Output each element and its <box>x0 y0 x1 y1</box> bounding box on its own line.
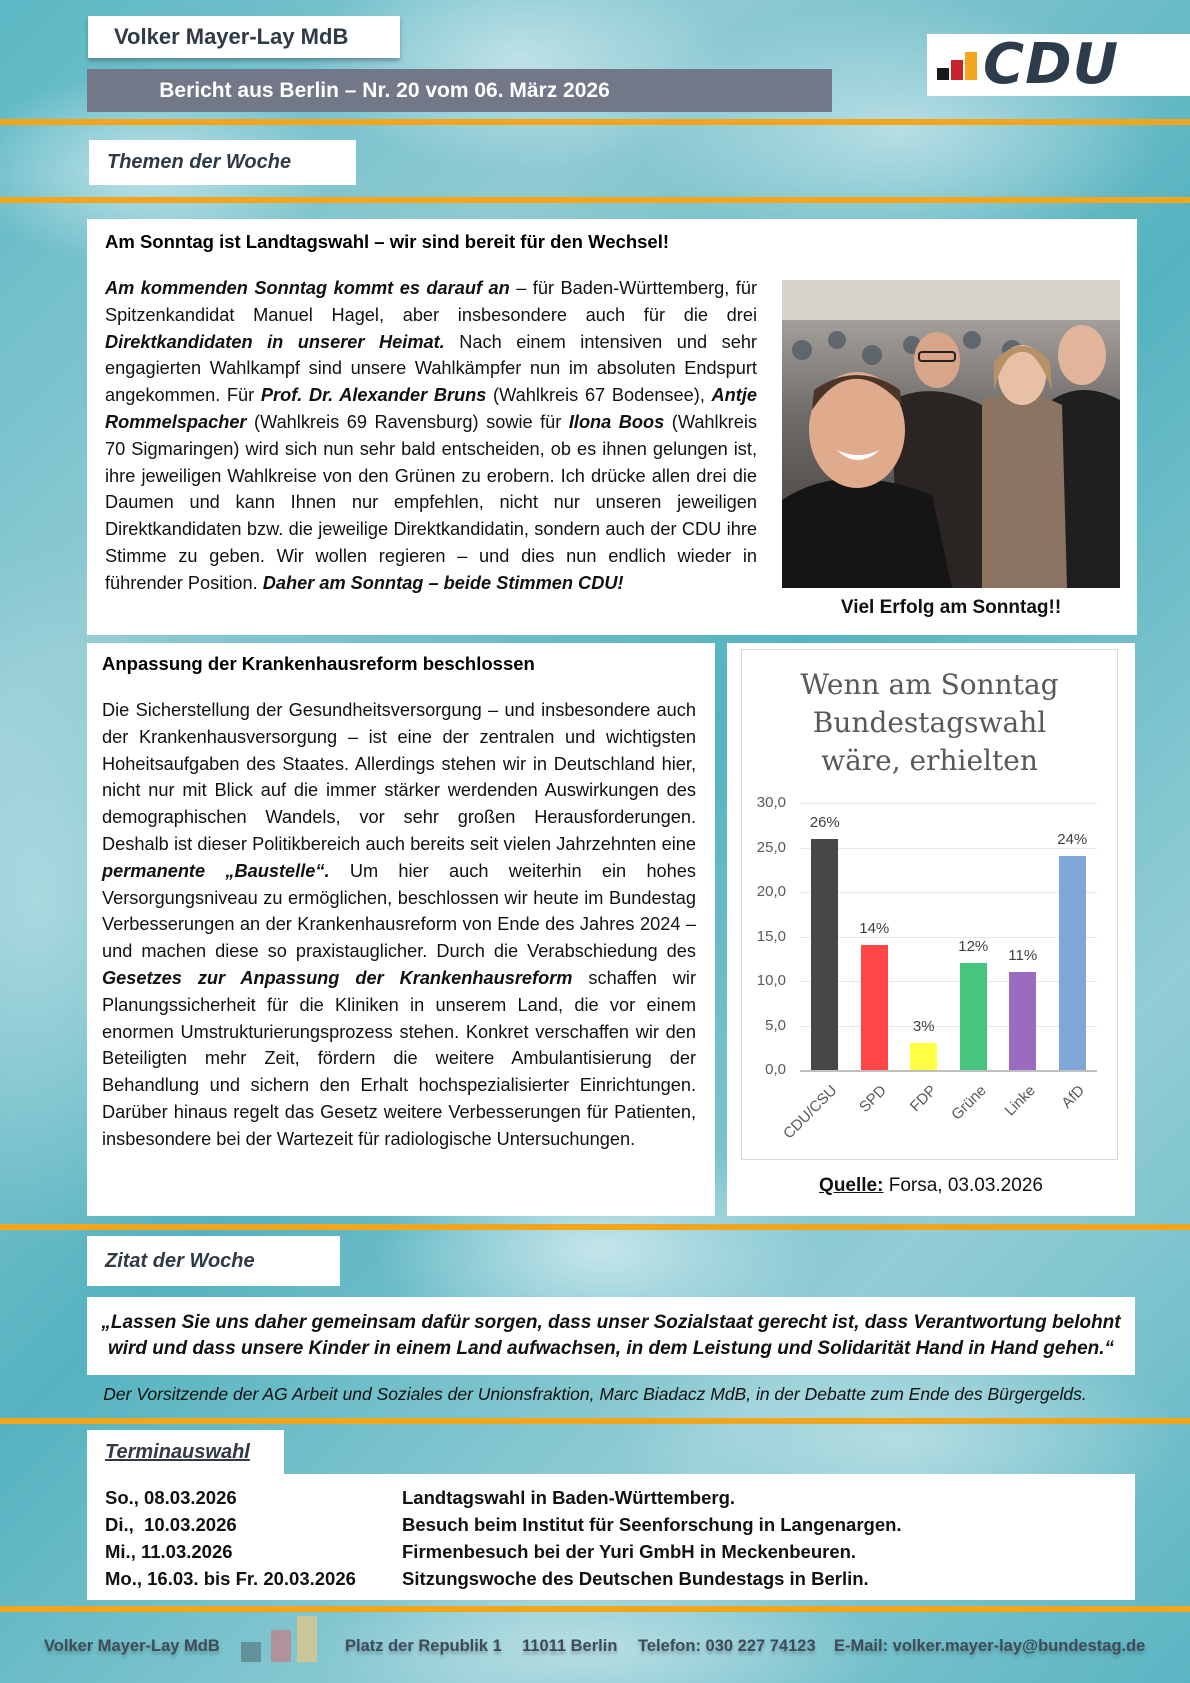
bar-data-label: 3% <box>912 1018 935 1036</box>
source-text: Forsa, 03.03.2026 <box>883 1175 1043 1196</box>
photo-caption: Viel Erfolg am Sonntag!! <box>840 597 1062 618</box>
chart-title <box>742 666 1117 780</box>
body-text-segment: (Wahlkreis 69 Ravensburg) sowie für <box>246 411 569 432</box>
section-label-text: Terminauswahl <box>105 1440 250 1463</box>
bar-spd <box>861 945 888 1070</box>
appointment-row <box>105 1565 1117 1592</box>
section-label-termine <box>87 1430 284 1474</box>
body-text-segment: (Wahlkreis 70 Sigmaringen) wird sich nun sehr bald entscheiden, ob es ihnen gelungen ist, ihre jeweiligen Wahlkreise von den Grünen zu erobern. Ich drücke allen drei die Daumen und kann Ihnen nur empfehlen, nicht nur unseren jeweiligen Direktkandidaten bzw. die jeweilige Direktkandidatin, sondern auch der CDU ihre Stimme zu geben. Wir wollen regieren – und dies nun endlich wieder in führender Position. <box>105 411 757 593</box>
quote-box <box>87 1297 1135 1375</box>
divider-rule <box>0 1224 1190 1230</box>
divider-rule <box>0 197 1190 203</box>
y-tick-label: 15,0 <box>756 927 786 945</box>
article-title: Am Sonntag ist Landtagswahl – wir sind bereit für den Wechsel! <box>105 231 669 252</box>
y-tick-label: 10,0 <box>756 972 786 989</box>
bar-data-label: 12% <box>958 938 989 956</box>
footer <box>0 1630 1190 1662</box>
article-body <box>105 275 757 597</box>
article-krankenhausreform <box>87 643 715 1216</box>
emphasis-text: Gesetzes zur Anpassung der Krankenhausreform <box>102 967 573 988</box>
gridline <box>800 803 1097 804</box>
x-tick-label: Linke <box>1001 1082 1039 1120</box>
chart-title-line: Wenn am Sonntag <box>800 668 1059 701</box>
article-title: Anpassung der Krankenhausreform beschlossen <box>102 653 535 674</box>
cdu-logo-text: CDU <box>983 32 1120 97</box>
chart-title-line: wäre, erhielten <box>821 744 1038 777</box>
report-title: Bericht aus Berlin – Nr. 20 vom 06. März 2026 <box>159 78 610 102</box>
appointment-row <box>105 1538 1117 1565</box>
appointment-event: Besuch beim Institut für Seenforschung in Langenargen. <box>402 1514 902 1535</box>
y-tick-label: 5,0 <box>765 1016 786 1034</box>
x-tick-label: AfD <box>1058 1082 1089 1112</box>
appointment-row <box>105 1484 1117 1511</box>
bar-linke <box>1009 972 1036 1070</box>
divider-rule <box>0 1418 1190 1424</box>
appointment-event: Firmenbesuch bei der Yuri GmbH in Meckenbeuren. <box>402 1541 857 1562</box>
divider-rule <box>0 1606 1190 1612</box>
emphasis-text: Daher am Sonntag – beide Stimmen CDU! <box>262 572 624 593</box>
emphasis-text: Direktkandidaten in unserer Heimat. <box>105 331 445 352</box>
chart-source <box>727 1175 1135 1197</box>
section-label-themen <box>89 140 356 185</box>
footer-logo-bars-icon <box>241 1612 321 1662</box>
bar-data-label: 11% <box>1008 947 1038 965</box>
bar-afd <box>1059 856 1086 1070</box>
body-text-segment: – für Baden-Württemberg, für Spitzenkandidat Manuel Hagel, aber insbesondere auch für die drei <box>105 278 758 325</box>
appointment-event: Landtagswahl in Baden-Württemberg. <box>402 1487 736 1508</box>
bar-cducsu <box>811 839 838 1070</box>
cdu-logo-bars-icon <box>937 50 977 80</box>
y-tick-label: 30,0 <box>756 794 786 811</box>
author-name-box <box>88 16 400 58</box>
emphasis-text: Antje Rommelspacher <box>105 385 758 432</box>
quote-text: „Lassen Sie uns daher gemeinsam dafür sorgen, dass unser Sozialstaat gerecht ist, dass Verantwortung belohnt wird und dass unsere Kinder in einem Land aufwachsen, in dem Leistung und Solidarität Hand in Hand gehen.“ <box>101 1312 1121 1359</box>
source-label: Quelle: <box>819 1175 884 1196</box>
section-label-text: Zitat der Woche <box>105 1249 255 1272</box>
emphasis-text: Ilona Boos <box>568 411 665 432</box>
footer-phone: Telefon: 030 227 74123 <box>638 1636 816 1655</box>
appointment-row <box>105 1511 1117 1538</box>
appointments-list <box>87 1474 1135 1600</box>
cdu-logo <box>927 34 1190 96</box>
x-tick-label: Grüne <box>947 1082 990 1124</box>
x-axis-line <box>800 1070 1097 1072</box>
section-label-text: Themen der Woche <box>107 151 292 173</box>
body-text-segment: Nach einem intensiven und sehr engagierten Wahlkampf sind unsere Wahlkämpfer nun im absoluten Endspurt angekommen. Für <box>105 331 757 406</box>
poll-chart <box>741 649 1118 1160</box>
report-title-bar <box>87 69 832 112</box>
divider-rule <box>0 119 1190 125</box>
body-text-segment: Um hier auch weiterhin ein hohes Versorgungsniveau zu ermöglichen, beschlossen wir heute im Bundestag Verbesserungen an der Krankenhausreform von Ende des Jahres 2024 – und machen diese so praxistauglicher. Durch die Verabschiedung des <box>102 860 696 962</box>
author-name: Volker Mayer-Lay MdB <box>114 24 349 49</box>
quote-attribution: Der Vorsitzende der AG Arbeit und Soziales der Unionsfraktion, Marc Biadacz MdB, in der Debatte zum Ende des Bürgergelds. <box>103 1384 1087 1404</box>
emphasis-text: Prof. Dr. Alexander Bruns <box>260 385 487 406</box>
gridline <box>800 892 1097 893</box>
y-tick-label: 25,0 <box>756 838 786 856</box>
appointment-event: Sitzungswoche des Deutschen Bundestags in Berlin. <box>402 1568 869 1589</box>
footer-city: 11011 Berlin <box>522 1636 618 1655</box>
y-tick-label: 20,0 <box>756 883 786 900</box>
x-tick-label: SPD <box>856 1082 891 1116</box>
footer-address: Platz der Republik 1 <box>345 1636 502 1655</box>
appointment-date: Mi., 11.03.2026 <box>105 1541 233 1562</box>
gridline <box>800 981 1097 982</box>
bar-data-label: 14% <box>859 920 890 938</box>
article-body <box>102 697 696 1153</box>
appointment-date: So., 08.03.2026 <box>105 1487 237 1508</box>
x-tick-label: FDP <box>906 1082 940 1116</box>
appointment-date: Mo., 16.03. bis Fr. 20.03.2026 <box>105 1568 356 1589</box>
body-text-segment: (Wahlkreis 67 Bodensee), <box>486 385 712 406</box>
body-text-segment: Die Sicherstellung der Gesundheitsversorgung – und insbesondere auch der Krankenhausversorgung – ist eine der zentralen und wichtigsten Hoheitsaufgaben des Staates. Allerdings stehen wir in Deutschland hier, nicht nur mit Blick auf die immer stärker werdenden Auswirkungen des demographischen Wandels, vor sehr großen Herausforderungen. Deshalb ist dieser Politikbereich auch bereits seit vielen Jahrzehnten eine <box>102 700 696 854</box>
emphasis-text: permanente „Baustelle“. <box>102 860 330 881</box>
group-photo <box>782 280 1120 588</box>
footer-email[interactable]: E-Mail: volker.mayer-lay@bundestag.de <box>834 1636 1146 1655</box>
body-text-segment: schaffen wir Planungssicherheit für die Kliniken in unserem Land, die vor einem enormen Umstrukturierungsprozess stehen. Konkret verschaffen wir den Beteiligten mehr Zeit, fördern die weitere Ambulantisierung der Behandlung und sichern den Erhalt hochspezialisierter Einrichtungen. Darüber hinaus regelt das Gesetz weitere Verbesserungen für Patienten, insbesondere bei der Wartezeit für radiologische Untersuchungen. <box>102 967 697 1149</box>
chart-title-line: Bundestagswahl <box>812 706 1047 739</box>
footer-name: Volker Mayer-Lay MdB <box>44 1636 220 1655</box>
bar-data-label: 26% <box>809 813 840 831</box>
bar-grüne <box>960 963 987 1070</box>
photo-image <box>782 280 1120 588</box>
poll-chart-panel <box>727 643 1135 1216</box>
bar-fdp <box>910 1043 937 1070</box>
y-tick-label: 0,0 <box>765 1061 786 1078</box>
bar-data-label: 24% <box>1057 831 1088 849</box>
section-label-zitat <box>87 1236 340 1286</box>
appointment-date: Di., 10.03.2026 <box>105 1514 237 1535</box>
x-tick-label: CDU/CSU <box>780 1082 841 1143</box>
emphasis-text: Am kommenden Sonntag kommt es darauf an <box>105 278 510 298</box>
